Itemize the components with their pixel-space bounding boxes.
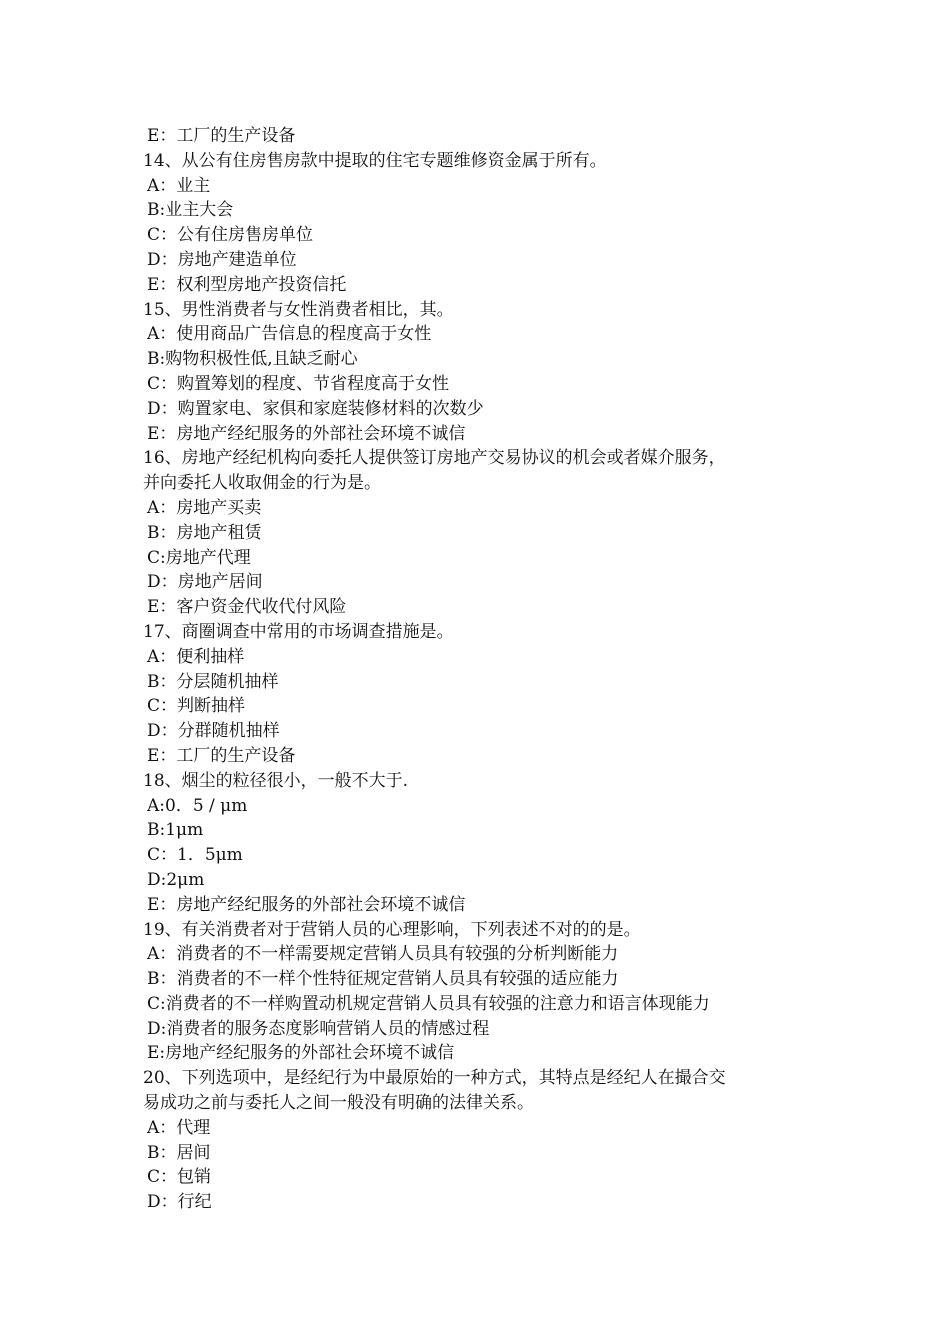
answer-option: A：房地产买卖 [147,497,262,518]
question-text: 15、男性消费者与女性消费者相比，其。 [143,299,454,320]
answer-option: A:0．5 / μm [147,795,248,816]
answer-option: B:1μm [147,820,204,841]
answer-option: C：购置筹划的程度、节省程度高于女性 [147,373,450,394]
answer-option: C：包销 [147,1167,212,1188]
answer-option: A：消费者的不一样需要规定营销人员具有较强的分析判断能力 [147,944,619,965]
answer-option: C：公有住房售房单位 [147,225,314,246]
answer-option: B：消费者的不一样个性特征规定营销人员具有较强的适应能力 [147,969,619,990]
question-list [143,124,823,1215]
answer-option: D：房地产居间 [147,572,263,593]
answer-option: E:房地产经纪服务的外部社会环境不诚信 [147,1043,455,1064]
answer-option: D：行纪 [147,1192,212,1213]
answer-option: D：房地产建造单位 [147,249,297,270]
question-text: 18、烟尘的粒径很小，一般不大于. [143,770,409,791]
answer-option: E：客户资金代收代付风险 [147,597,347,618]
answer-option: C:房地产代理 [147,547,251,568]
answer-option: E：房地产经纪服务的外部社会环境不诚信 [147,894,466,915]
answer-option: C：判断抽样 [147,696,246,717]
question-text: 并向委托人收取佣金的行为是。 [143,473,381,494]
question-text: 16、房地产经纪机构向委托人提供签订房地产交易协议的机会或者媒介服务， [143,448,726,469]
answer-option: E：工厂的生产设备 [147,126,296,146]
answer-option: D：分群随机抽样 [147,721,280,742]
answer-option: E：权利型房地产投资信托 [147,274,347,295]
answer-option: E：工厂的生产设备 [147,745,296,766]
answer-option: A：代理 [147,1117,211,1138]
answer-option: C:消费者的不一样购置动机规定营销人员具有较强的注意力和语言体现能力 [147,993,710,1014]
answer-option: E：房地产经纪服务的外部社会环境不诚信 [147,423,466,444]
answer-option: C：1．5μm [147,845,243,866]
answer-option: D：购置家电、家俱和家庭装修材料的次数少 [147,398,484,419]
answer-option: A：便利抽样 [147,646,245,667]
answer-option: A：业主 [147,175,211,196]
answer-option: D:2μm [147,869,205,890]
question-text: 17、商圈调查中常用的市场调查措施是。 [143,621,454,642]
answer-option: D:消费者的服务态度影响营销人员的情感过程 [147,1018,490,1039]
answer-option: B：居间 [147,1142,211,1163]
question-text: 14、从公有住房售房款中提取的住宅专题维修资金属于所有。 [143,150,607,171]
question-text: 19、有关消费者对于营销人员的心理影响，下列表述不对的的是。 [143,919,641,940]
answer-option: B：分层随机抽样 [147,671,279,692]
question-text: 易成功之前与委托人之间一般没有明确的法律关系。 [143,1093,534,1114]
answer-option: B：房地产租赁 [147,522,262,543]
answer-option: B:业主大会 [147,200,234,221]
question-text: 20、下列选项中，是经纪行为中最原始的一种方式，其特点是经纪人在撮合交 [143,1068,726,1089]
answer-option: A：使用商品广告信息的程度高于女性 [147,324,432,345]
answer-option: B:购物积极性低,且缺乏耐心 [147,349,358,370]
